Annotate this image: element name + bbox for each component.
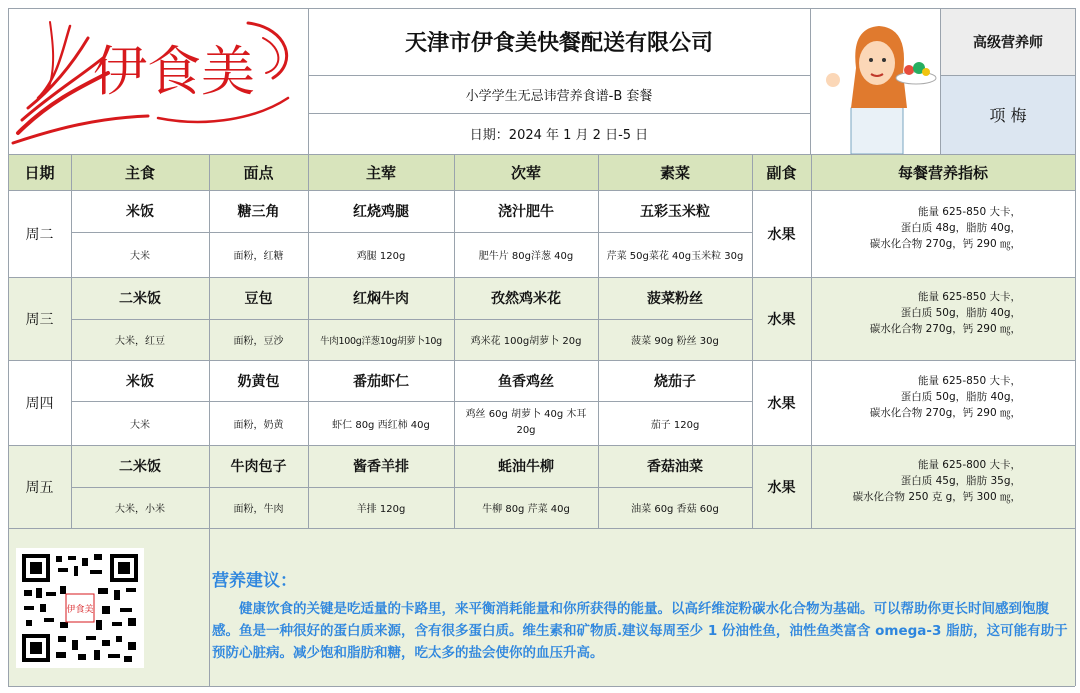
main-meat-dish: 番茄虾仁 (353, 373, 409, 390)
staple-dish: 二米饭 (119, 459, 161, 475)
header-pastry: 面点 (243, 163, 274, 182)
pastry-detail: 面粉，牛肉 (233, 504, 284, 515)
nutrition-info (811, 204, 1021, 252)
pastry-detail: 面粉，红糖 (233, 251, 284, 262)
header-side: 副食 (766, 163, 797, 182)
side-dish: 水果 (767, 395, 796, 412)
nutrition-line: 蛋白质 48g，脂肪 40g， (900, 222, 1021, 234)
day-label: 周二 (25, 226, 54, 243)
staple-detail: 大米，红豆 (115, 336, 165, 347)
pastry-detail: 面粉，奶黄 (233, 419, 284, 431)
date-range: 日期：2024 年 1 月 2 日-5 日 (469, 127, 649, 143)
nutrition-line: 能量 625-850 大卡， (917, 206, 1021, 218)
veg-dish: 烧茄子 (654, 373, 696, 390)
staple-dish: 米饭 (126, 373, 154, 390)
nutrition-line: 能量 625-850 大卡， (917, 375, 1021, 387)
second-meat-dish: 蚝油牛柳 (498, 459, 554, 475)
svg-text:伊食美: 伊食美 (66, 605, 94, 615)
side-dish: 水果 (767, 226, 796, 243)
logo-text: 伊食美 (93, 39, 255, 103)
advice-title: 营养建议： (212, 571, 297, 591)
veg-dish: 香菇油菜 (647, 459, 703, 475)
main-meat-dish: 酱香羊排 (353, 459, 409, 475)
day-label: 周五 (25, 479, 54, 496)
header-staple: 主食 (124, 163, 155, 182)
staple-detail: 大米 (130, 419, 150, 431)
veg-detail: 茄子 120g (650, 419, 700, 431)
pastry-dish: 糖三角 (237, 204, 280, 220)
side-dish: 水果 (767, 311, 796, 328)
nutrition-info (811, 373, 1021, 421)
nutrition-line: 碳水化合物 250 克 g，钙 300 ㎎， (852, 491, 1021, 503)
header-second-meat: 次荤 (510, 163, 541, 182)
veg-detail: 菠菜 90g 粉丝 30g (631, 336, 719, 347)
company-name: 天津市伊食美快餐配送有限公司 (404, 31, 713, 56)
nutritionist-title: 高级营养师 (941, 8, 1075, 75)
day-label: 周三 (25, 311, 54, 328)
main-meat-detail: 鸡腿 120g (356, 251, 406, 262)
side-dish: 水果 (767, 479, 796, 496)
second-meat-dish: 孜然鸡米花 (491, 291, 561, 307)
pastry-dish: 奶黄包 (237, 373, 280, 390)
menu-subtitle: 小学学生无忌讳营养食谱-B 套餐 (465, 88, 653, 104)
advice-text: 健康饮食的关键是吃适量的卡路里，来平衡消耗能量和你所获得的能量。以高纤维淀粉碳水化合物为基础。可以帮助你更长时间感到饱腹感。鱼是一种很好的蛋白质来源，含有很多蛋白质。维生素和矿物质.建议每周至少 1 份油性鱼，油性鱼类富含 omega-3 脂肪，这可能有助于预防心脏病。减少饱和脂肪和糖，吃太多的盐会使你的血压升高。 (212, 601, 1068, 661)
day-label: 周四 (25, 395, 54, 412)
second-meat-dish: 鱼香鸡丝 (498, 373, 554, 390)
veg-dish: 菠菜粉丝 (647, 291, 703, 307)
nutrition-line: 蛋白质 50g，脂肪 40g， (900, 391, 1021, 403)
nutrition-info (811, 457, 1021, 505)
pastry-dish: 豆包 (244, 291, 273, 307)
nutrition-line: 能量 625-800 大卡， (917, 459, 1021, 471)
nutrition-line: 碳水化合物 270g，钙 290 ㎎， (869, 407, 1021, 419)
veg-detail: 芹菜 50g菜花 40g玉米粒 30g (606, 251, 744, 262)
nutrition-line: 能量 625-850 大卡， (917, 291, 1021, 303)
qr-code-icon (16, 548, 144, 668)
staple-dish: 米饭 (126, 204, 154, 220)
header-main-meat: 主荤 (365, 163, 396, 182)
nutrition-line: 蛋白质 45g，脂肪 35g， (900, 475, 1021, 487)
staple-detail: 大米 (130, 251, 150, 262)
second-meat-detail: 鸡米花 100g胡萝卜 20g (470, 336, 582, 347)
second-meat-detail: 牛柳 80g 芹菜 40g (482, 504, 570, 515)
pastry-detail: 面粉，豆沙 (233, 336, 284, 347)
nutritionist-name: 项 梅 (941, 75, 1075, 154)
second-meat-detail: 鸡丝 60g 胡萝卜 40g 木耳 20g (465, 409, 587, 436)
second-meat-detail: 肥牛片 80g洋葱 40g (478, 251, 574, 262)
nutritionist-avatar (811, 8, 941, 154)
main-meat-detail: 虾仁 80g 西红柿 40g (332, 419, 430, 431)
main-meat-detail: 羊排 120g (356, 504, 406, 515)
nutrition-line: 蛋白质 50g，脂肪 40g， (900, 307, 1021, 319)
header-veg: 素菜 (659, 163, 690, 182)
nutrition-line: 碳水化合物 270g，钙 290 ㎎， (869, 323, 1021, 335)
main-meat-dish: 红烧鸡腿 (353, 204, 409, 220)
nutrition-info (811, 289, 1021, 337)
veg-dish: 五彩玉米粒 (640, 204, 710, 220)
header-date: 日期 (24, 163, 55, 182)
nutrition-line: 碳水化合物 270g，钙 290 ㎎， (869, 238, 1021, 250)
staple-detail: 大米，小米 (115, 504, 165, 515)
veg-detail: 油菜 60g 香菇 60g (631, 504, 719, 515)
second-meat-dish: 浇汁肥牛 (498, 204, 554, 220)
staple-dish: 二米饭 (119, 291, 161, 307)
pastry-dish: 牛肉包子 (230, 459, 287, 475)
header-nutrition: 每餐营养指标 (897, 163, 988, 182)
main-meat-dish: 红焖牛肉 (353, 291, 409, 307)
main-meat-detail: 牛肉100g洋葱10g胡萝卜10g (320, 335, 442, 347)
